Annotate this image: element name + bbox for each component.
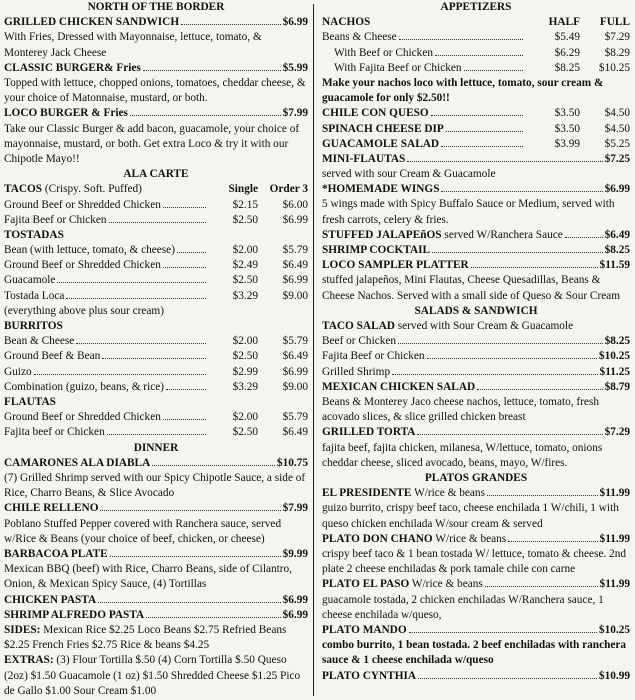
item-name — [322, 319, 573, 334]
item-price: $7.25 — [604, 152, 630, 165]
dot-leader — [66, 298, 206, 299]
price-2: $5.79 — [282, 244, 308, 257]
price-row — [4, 198, 308, 213]
item-title: TACO SALAD — [322, 320, 395, 333]
item-price: $6.99 — [282, 16, 308, 29]
row-prices — [525, 46, 630, 61]
row-prices — [525, 122, 630, 137]
tacos-note: (Crispy. Soft. Puffed) — [42, 183, 142, 196]
nachos-header — [322, 15, 630, 30]
item-name — [4, 106, 128, 121]
item-note: served with Sour Cream & Guacamole — [394, 320, 574, 333]
dot-leader — [392, 374, 597, 375]
item-note: served W/Ranchera Sauce — [441, 228, 563, 241]
price-row — [322, 349, 630, 364]
price-2: $9.00 — [282, 289, 308, 302]
section-dinner: DINNER — [133, 441, 179, 454]
item-price: $8.79 — [604, 380, 630, 393]
dot-leader — [431, 115, 523, 116]
price-row — [322, 365, 630, 380]
item-name — [4, 608, 144, 623]
item-price: $6.99 — [604, 183, 630, 196]
row-name: Fajita Beef or Chicken — [322, 350, 425, 363]
sides-label: SIDES: — [4, 623, 41, 636]
price-1: $3.50 — [554, 107, 580, 120]
row-name: Bean (with lettuce, tomato, & cheese) — [4, 244, 175, 257]
row-name: Grilled Shrimp — [322, 365, 391, 378]
dot-leader — [409, 632, 597, 633]
item-name — [322, 486, 485, 501]
item-price: $6.99 — [282, 608, 308, 621]
row-prices — [208, 213, 308, 228]
item-name — [322, 532, 506, 547]
item-description: fajita beef, fajita chicken, milanesa, W/lettuce, tomato, onions cheddar cheese, sliced avocado, beans, mayo, W/fires. — [322, 441, 603, 469]
item-price: $8.25 — [604, 335, 630, 348]
item-title: MEXICAN CHICKEN SALAD — [322, 380, 476, 393]
price-1: $2.50 — [232, 426, 258, 439]
item-description: stuffed jalapeños, Mini Flautas, Cheese Quesadillas, Beans & Cheese Nachos. Served with a small side of Queso & Sour Cream — [322, 274, 621, 302]
dot-leader — [477, 389, 602, 390]
row-name: Beans & Cheese — [322, 31, 397, 44]
price-row — [4, 349, 308, 364]
price-1: $3.99 — [554, 137, 580, 150]
left-column — [4, 0, 308, 700]
subsection-title: NACHOS — [322, 16, 371, 29]
section-north-of-the-border: NORTH OF THE BORDER — [87, 1, 225, 13]
item-note: W/rice & beans — [432, 532, 507, 545]
price-row — [4, 258, 308, 273]
dot-leader — [398, 343, 603, 344]
row-name: Fajita Beef or Chicken — [4, 213, 107, 226]
dot-leader — [446, 131, 523, 132]
row-prices — [208, 425, 308, 440]
menu-item-row — [4, 501, 308, 516]
menu-item-row — [322, 623, 630, 638]
price-row — [4, 273, 308, 288]
row-prices — [208, 273, 308, 288]
item-name — [4, 61, 141, 76]
item-title: CLASSIC BURGER& Fries — [4, 61, 141, 74]
item-title: CAMARONES ALA DIABLA — [4, 456, 151, 469]
subsection-title: BURRITOS — [4, 320, 63, 333]
price-2: $5.79 — [282, 335, 308, 348]
item-name — [322, 228, 563, 243]
dot-leader — [107, 434, 206, 435]
dot-leader — [417, 434, 602, 435]
item-price: $6.99 — [282, 593, 308, 606]
menu-item-row — [322, 669, 630, 684]
item-title: CHICKEN PASTA — [4, 593, 97, 606]
menu-item-row — [322, 228, 630, 243]
dot-leader — [57, 282, 206, 283]
price-1: $2.49 — [232, 259, 258, 272]
item-name — [322, 380, 475, 395]
item-title: EL PRESIDENTE — [322, 487, 412, 500]
price-1: $2.50 — [232, 350, 258, 363]
row-name: Guizo — [4, 365, 32, 378]
price-row — [322, 46, 630, 61]
column-header: Order 3 — [269, 183, 308, 196]
column-divider — [313, 4, 314, 696]
item-title: MINI-FLAUTAS — [322, 152, 406, 165]
price-1: $2.50 — [232, 274, 258, 287]
item-price: $10.25 — [598, 350, 630, 363]
dot-leader — [399, 39, 523, 40]
item-name — [322, 152, 405, 167]
item-title: SHRIMP COCKTAIL — [322, 244, 431, 257]
row-prices — [208, 334, 308, 349]
item-name — [4, 456, 150, 471]
dot-leader — [407, 161, 602, 162]
extras-text: (3) Flour Tortilla $.50 (4) Corn Tortilla $.50 Queso (2oz) $1.50 Guacamole (1 oz) $1.50 Shredded Cheese $1.25 Pico de Gallo $1.00 Sour Cream $1.00 — [4, 654, 301, 697]
column-header: FULL — [599, 16, 630, 29]
row-name: Ground Beef & Bean — [4, 350, 101, 363]
dot-leader — [163, 267, 206, 268]
row-name: Guacamole — [4, 274, 56, 287]
item-description: Poblano Stuffed Pepper covered with Ranchera sauce, served w/Rice & Beans (your choice of beef, chicken, or cheese) — [4, 517, 282, 545]
price-row — [322, 334, 630, 349]
item-price: $6.49 — [604, 228, 630, 241]
row-name: Fajita beef or Chicken — [4, 426, 105, 439]
row-prices — [525, 30, 630, 45]
section-platos-grandes: PLATOS GRANDES — [424, 471, 528, 484]
dot-leader — [152, 465, 275, 466]
item-price: $9.99 — [282, 547, 308, 560]
dot-leader — [76, 343, 206, 344]
row-prices — [208, 289, 308, 304]
column-headers — [525, 15, 630, 30]
item-title: LOCO SAMPLER PLATTER — [322, 259, 469, 272]
price-1: $2.50 — [232, 213, 258, 226]
right-column — [322, 0, 630, 700]
item-title: *HOMEMADE WINGS — [322, 183, 440, 196]
item-name — [322, 669, 416, 684]
row-prices — [208, 198, 308, 213]
row-name: Ground Beef or Shredded Chicken — [4, 259, 161, 272]
item-price: $5.99 — [282, 61, 308, 74]
item-price: $11.25 — [599, 365, 630, 378]
price-1: $2.00 — [232, 244, 258, 257]
item-price: $8.25 — [604, 244, 630, 257]
item-price: $11.99 — [599, 487, 630, 500]
price-row — [4, 380, 308, 395]
row-name: SPINACH CHEESE DIP — [322, 122, 444, 135]
price-2: $4.50 — [604, 122, 630, 135]
column-headers — [208, 182, 308, 197]
price-2: $6.99 — [282, 365, 308, 378]
item-price: $10.99 — [598, 669, 630, 682]
item-title: LOCO BURGER & Fries — [4, 107, 128, 120]
row-prices — [208, 410, 308, 425]
item-title: PLATO DON CHANO — [322, 532, 433, 545]
price-row — [4, 365, 308, 380]
item-name — [4, 547, 108, 562]
item-name — [322, 182, 439, 197]
item-name — [4, 15, 179, 30]
item-description: Take our Classic Burger & add bacon, guacamole, your choice of mayonnaise, mustard, or both. Get extra Loco & try it with our Chipotle Mayo!! — [4, 122, 300, 165]
item-description: (7) Grilled Shrimp served with our Spicy Chipotle Sauce, a side of Rice, Charro Beans, & Slice Avocado — [4, 471, 306, 500]
dot-leader — [471, 267, 598, 268]
dot-leader — [441, 191, 602, 192]
dot-leader — [130, 115, 281, 116]
item-name — [322, 425, 415, 440]
dot-leader — [166, 389, 206, 390]
menu-item-row — [322, 380, 630, 395]
menu-item-row — [322, 258, 630, 273]
price-row — [4, 243, 308, 258]
section-ala-carte: ALA CARTE — [123, 168, 189, 181]
price-2: $6.99 — [282, 274, 308, 287]
price-row — [322, 137, 630, 152]
row-name: Beef or Chicken — [322, 335, 397, 348]
nachos-note: Make your nachos loco with lettuce, tomato, sour cream & guacamole for only $2.50!! — [322, 76, 604, 105]
menu-item-row — [4, 61, 308, 76]
item-name — [4, 593, 96, 608]
dot-leader — [565, 237, 603, 238]
price-row — [4, 334, 308, 349]
item-title: GRILLED TORTA — [322, 426, 416, 439]
section-appetizers: APPETIZERS — [440, 1, 512, 13]
subsection-title — [4, 182, 142, 197]
menu-item-row — [322, 532, 630, 547]
dot-leader — [102, 358, 206, 359]
price-2: $6.00 — [282, 198, 308, 211]
menu-item-row — [322, 152, 630, 167]
menu-item-row — [4, 456, 308, 471]
row-name: CHILE CON QUESO — [322, 107, 429, 120]
item-description: served with sour Cream & Guacamole — [322, 168, 496, 181]
item-description: Beans & Monterey Jaco cheese nachos, lettuce, tomato, fresh acovado slices, & slice grilled chicken breast — [322, 395, 599, 424]
item-description: crispy beef taco & 1 bean tostada W/ lettuce, tomato & cheese. 2nd plate 2 cheese enchiladas & pork tamale chile con carne — [322, 547, 627, 576]
price-2: $6.49 — [282, 426, 308, 439]
menu-item-row — [322, 425, 630, 440]
price-1: $3.29 — [232, 289, 258, 302]
menu-item-row — [4, 106, 308, 121]
menu-item-row — [4, 15, 308, 30]
row-prices — [208, 258, 308, 273]
sides-line — [4, 623, 308, 653]
menu-item-row — [4, 547, 308, 562]
taco-salad-row — [322, 319, 630, 334]
dot-leader — [146, 617, 280, 618]
column-header: HALF — [548, 16, 580, 29]
price-row — [4, 289, 308, 304]
extras-line — [4, 653, 308, 699]
item-price: $10.75 — [276, 456, 308, 469]
item-price: $11.99 — [599, 578, 630, 591]
subsection-title: TOSTADAS — [4, 228, 64, 241]
item-description: With Fries, Dressed with Mayonnaise, lettuce, tomato, & Monterey Jack Cheese — [4, 31, 262, 59]
price-2: $4.50 — [604, 107, 630, 120]
item-title: BARBACOA PLATE — [4, 547, 108, 560]
dot-leader — [181, 24, 280, 25]
item-description: guizo burrito, crispy beef taco, cheese enchilada 1 W/chili, 1 with queso chicken enchilada W/sour cream & served — [322, 502, 619, 530]
item-title: PLATO EL PASO — [322, 578, 410, 591]
menu-item-row — [4, 608, 308, 623]
item-price: $11.59 — [599, 259, 630, 272]
price-2: $6.49 — [282, 350, 308, 363]
row-prices — [525, 137, 630, 152]
sides-text: Mexican Rice $2.25 Loco Beans $2.75 Refried Beans $2.25 French Fries $2.75 Rice & beans $4.25 — [4, 623, 287, 652]
dot-leader — [110, 556, 281, 557]
item-title: PLATO MANDO — [322, 623, 407, 636]
price-1: $2.00 — [232, 335, 258, 348]
price-1: $2.99 — [232, 365, 258, 378]
item-price: $7.99 — [282, 107, 308, 120]
dot-leader — [441, 146, 523, 147]
row-prices — [208, 243, 308, 258]
row-prices — [525, 61, 630, 76]
tacos-title: TACOS — [4, 183, 43, 196]
row-name: Ground Beef or Shredded Chicken — [4, 411, 161, 424]
dot-leader — [109, 222, 206, 223]
menu-item-row — [322, 182, 630, 197]
row-name: Bean & Cheese — [4, 335, 75, 348]
price-row — [322, 61, 630, 76]
item-description: guacamole tostada, 2 chicken enchiladas W/Ranchera sauce, 1 cheese enchilada w/queso, — [322, 593, 604, 621]
price-1: $3.50 — [554, 122, 580, 135]
dot-leader — [163, 207, 206, 208]
price-row — [4, 425, 308, 440]
item-price: $7.99 — [282, 502, 308, 515]
item-price: $11.99 — [599, 532, 630, 545]
price-1: $2.15 — [232, 198, 258, 211]
dot-leader — [100, 510, 280, 511]
item-price: $10.25 — [598, 623, 630, 636]
row-prices — [208, 365, 308, 380]
price-row — [4, 213, 308, 228]
dot-leader — [163, 419, 206, 420]
price-2: $10.25 — [598, 61, 630, 74]
price-2: $6.99 — [282, 213, 308, 226]
dot-leader — [485, 586, 598, 587]
item-name — [322, 243, 430, 258]
price-1: $8.25 — [554, 61, 580, 74]
price-row — [322, 30, 630, 45]
item-description: Topped with lettuce, chopped onions, tomatoes, cheddar cheese, & your choice of Matonnaise, mustard, or both. — [4, 76, 306, 105]
item-name — [322, 623, 407, 638]
item-title: GRILLED CHICKEN SANDWICH — [4, 16, 180, 29]
dot-leader — [418, 678, 597, 679]
price-2: $5.79 — [282, 411, 308, 424]
price-1: $3.29 — [232, 380, 258, 393]
row-prices — [208, 380, 308, 395]
dot-leader — [177, 252, 206, 253]
item-title: STUFFED JALAPEñOS — [322, 228, 442, 241]
column-header: Single — [228, 183, 258, 196]
price-2: $7.29 — [604, 31, 630, 44]
price-2: $6.49 — [282, 259, 308, 272]
item-title: PLATO CYNTHIA — [322, 669, 417, 682]
dot-leader — [143, 70, 281, 71]
tacos-header — [4, 182, 308, 197]
item-title: SHRIMP ALFREDO PASTA — [4, 608, 145, 621]
row-prices — [208, 349, 308, 364]
row-name: With Beef or Chicken — [334, 46, 433, 59]
item-description: combo burrito, 1 bean tostada. 2 beef enchiladas with ranchera sauce & 1 cheese enchilada w/queso — [322, 639, 627, 667]
dot-leader — [508, 541, 597, 542]
row-name: Tostada Loca — [4, 289, 65, 302]
price-1: $2.00 — [232, 411, 258, 424]
item-name — [322, 577, 483, 592]
item-name — [4, 501, 98, 516]
subsection-title: FLAUTAS — [4, 396, 56, 408]
price-1: $5.49 — [554, 31, 580, 44]
dot-leader — [98, 602, 280, 603]
item-description: Mexican BBQ (beef) with Rice, Charro Beans, side of Cilantro, Onion, & Mexican Spicy Sauce, (4) Tortillas — [4, 563, 292, 591]
row-name: With Fajita Beef or Chicken — [334, 61, 462, 74]
price-row — [322, 122, 630, 137]
price-2: $8.29 — [604, 46, 630, 59]
dot-leader — [34, 374, 206, 375]
row-name: GUACAMOLE SALAD — [322, 137, 440, 150]
extras-label: EXTRAS: — [4, 654, 54, 667]
menu-item-row — [322, 243, 630, 258]
menu-item-row — [4, 593, 308, 608]
tostadas-note: (everything above plus sour cream) — [4, 304, 164, 317]
price-1: $6.29 — [554, 46, 580, 59]
item-price: $7.29 — [604, 426, 630, 439]
row-prices — [525, 106, 630, 121]
dot-leader — [435, 55, 523, 56]
item-name — [322, 258, 469, 273]
item-description: 5 wings made with Spicy Buffalo Sauce or Medium, served with fresh carrots, celery & fries. — [322, 198, 615, 226]
item-title: CHILE RELLENO — [4, 502, 99, 515]
section-salads-sandwich: SALADS & SANDWICH — [414, 304, 538, 317]
price-row — [322, 106, 630, 121]
row-name: Ground Beef or Shredded Chicken — [4, 198, 161, 211]
row-name: Combination (guizo, beans, & rice) — [4, 380, 164, 393]
item-note: W/rice & beans — [409, 578, 483, 591]
dot-leader — [427, 358, 597, 359]
item-note: W/rice & beans — [411, 487, 485, 500]
price-2: $9.00 — [282, 380, 308, 393]
menu-item-row — [322, 486, 630, 501]
dot-leader — [487, 495, 598, 496]
price-row — [4, 410, 308, 425]
price-2: $5.25 — [604, 137, 630, 150]
dot-leader — [432, 252, 603, 253]
dot-leader — [464, 70, 523, 71]
menu-item-row — [322, 577, 630, 592]
